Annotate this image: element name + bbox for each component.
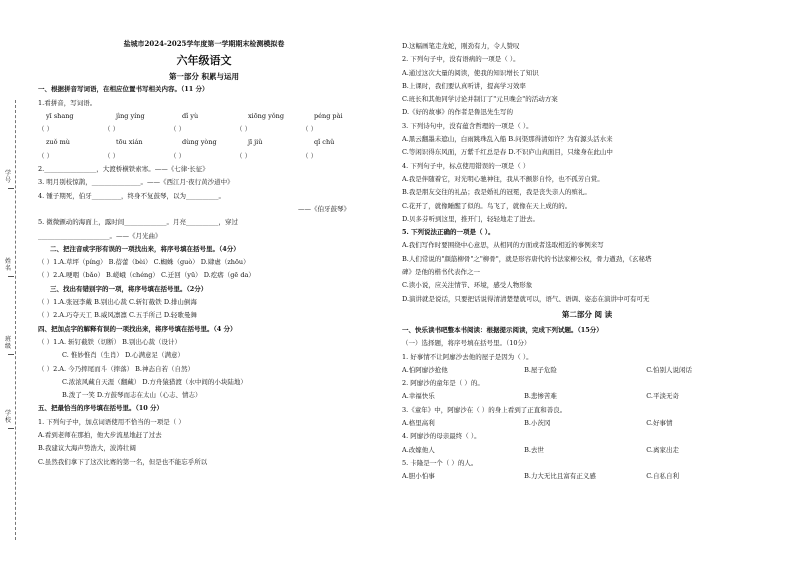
r-line: D.这幅画笔走龙蛇，刚劲有力，令人赞叹 (402, 42, 520, 50)
option: B.力大无比且富有正义感 (524, 472, 596, 481)
q4-line-2: C. 惟妙惟肖（生肖） D.心满意足（满意） (62, 351, 184, 360)
q1-3: 3. 明月别枝惊鹊，_______________。——《西江月·夜行黄沙道中》 (38, 178, 234, 187)
q3-heading: 三、找出有错别字的一项，将序号填在括号里。（2分） (50, 284, 208, 293)
pinyin-row-2 (38, 136, 370, 149)
r-line: 5. 下列说法正确的一项是（ ）。 (402, 228, 495, 237)
answer-blank[interactable]: （ ） (104, 151, 120, 160)
subject-title: 六年级语文 (176, 54, 232, 67)
q4-line-1: （ ）1.A. 斩钉截铁（切断） B.别出心裁（设计） (38, 337, 182, 346)
answer-blank[interactable]: （ ） (302, 151, 318, 160)
exam-title: 盐城市2024-2025学年度第一学期期末检测模拟卷 (123, 39, 285, 48)
option: B.屋子危险 (524, 365, 557, 374)
pinyin-row-1 (38, 110, 370, 123)
q1-heading: 一、根据拼音写词语，在相应位置书写相关内容。（11 分） (38, 85, 209, 94)
q1-5: 5. 微微颤动的海面上，露时间_____________。月亮__________，穿过 (38, 218, 239, 227)
s1-q5: 5. 卡隆是一个（ ）的人。 (402, 458, 478, 467)
r-line: A.我们写作时要围绕中心意思，从相同的方面或者选取相近的事例来写 (402, 241, 604, 250)
q5-line-1: 1. 下列句子中，加点词语使用不恰当的一项是（ ） (38, 417, 185, 426)
r-line: A.黑云翻墨未遮山，白雨跳珠乱入船 B.问渠那得清如许？为有源头活水来 (402, 135, 613, 144)
option: A.怕阿廖沙抢他 (402, 365, 448, 374)
s1-q1: 1. 好事情不让阿廖沙去他的屋子是因为（ ）。 (402, 352, 533, 361)
option: C.平淡无奇 (646, 392, 679, 401)
r-line: B.我是朋友交往的礼品；我是婚礼的冠冕，我是丧失亲人的殡礼。 (402, 188, 591, 197)
r-line: B.上课时，我们要认真听讲，提高学习效率 (402, 81, 526, 90)
q5-line-2: A.看到老师在那拍，他大步流星地赶了过去 (38, 431, 162, 440)
s1-q2: 2. 阿廖沙的童年是（ ）的。 (402, 379, 484, 388)
side-label-school: 学校 (4, 410, 11, 424)
option: A.胆小怕事 (402, 472, 435, 481)
answer-blanks-row-1 (38, 123, 370, 136)
option: B.悲惨苦难 (524, 392, 557, 401)
r-line: A.通过这次大量的阅读，使我的知识增长了知识 (402, 68, 539, 77)
s1-q4-options (402, 444, 772, 457)
side-underline (8, 188, 14, 189)
pinyin-item: tōu xián (116, 138, 143, 147)
answer-blank[interactable]: （ ） (302, 125, 318, 134)
side-underline (8, 354, 14, 355)
r-line: C.读小说，应关注情节、环境，感受人物形象 (402, 281, 533, 290)
r-line: B.人们常说的"颜筋柳骨"之"柳骨"，就是形容唐代的书法家柳公权，骨力遒劲，《玄秘塔 (402, 254, 652, 263)
q1-1: 1.看拼音，写词语。 (38, 98, 97, 107)
s1-q1-options (402, 364, 772, 377)
answer-blank[interactable]: （ ） (38, 125, 54, 134)
pinyin-item: dǐ yù (182, 111, 199, 120)
cut-line (15, 100, 16, 540)
q5-heading: 五、把最恰当的序号填在括号里。（10 分） (38, 404, 164, 413)
r-line: 4. 下列句子中，标点使用错误的一项是（ ） (402, 161, 530, 170)
q5-line-3: B.我建议大海声势浩大，波涛壮阔 (38, 444, 136, 453)
part1-heading: 第一部分 积累与运用 (168, 72, 240, 81)
s1-q4: 4. 阿廖沙的母亲最终（ ）。 (402, 432, 481, 441)
r-line: C.等闲识得东风面，万紫千红总是春 D.不识庐山真面目，只缘身在此山中 (402, 148, 613, 157)
q2-line-2: （ ）2.A.哽咽（bǎo） B.嵯峨（chéng） C.迁回（yū） D.疙瘩（gē da） (38, 271, 255, 280)
answer-blank[interactable]: （ ） (236, 151, 252, 160)
answer-blanks-row-2 (38, 150, 370, 163)
part2-heading: 第二部分 阅 读 (561, 309, 613, 319)
q3-line-1: （ ）1.A.张冠李戴 B.别出心裁 C.斩钉截铁 D.排山倒海 (38, 298, 197, 307)
pinyin-item: zuǒ mù (46, 138, 70, 147)
q1-5b: ______________________。——《月光曲》 (38, 231, 162, 240)
q1-2: 2.________________，大渡桥横铁索寒。——《七律·长征》 (38, 165, 209, 174)
r-line: D.贝多芬听到这里，推开门，轻轻地走了进去。 (402, 214, 540, 223)
r-line: D.《好的故事》的作者是鲁迅先生写的 (402, 108, 514, 117)
answer-blank[interactable]: （ ） (104, 125, 120, 134)
side-underline (8, 428, 14, 429)
q3-line-2: （ ）2.A.巧夺天工 B.威风凛凛 C.五手所己 D.轻歌曼舞 (38, 311, 197, 320)
option: C.离家出走 (646, 445, 679, 454)
q1-4: 4. 锺子期死，伯牙_________，终身不复鼓琴，以为__________。 (38, 191, 226, 200)
q4-heading: 四、把加点字的解释有误的一项找出来，将序号填在括号里。（4 分） (38, 324, 237, 333)
q4-line-3: （ ）2.A. 今乃摔尾而斗（摔落） B.神态自若（自然） (38, 364, 195, 373)
r-line: D.演讲就是说话，只要把话说得清清楚楚就可以，语气、语调、姿态在演讲中可有可无 (402, 294, 650, 303)
q2-heading: 二、把注音或字形有误的一项找出来，将序号填在括号里。（4分） (50, 244, 240, 253)
q1-4-source: ——《伯牙鼓琴》 (298, 204, 350, 213)
pinyin-item: qǐ chǔ (314, 138, 335, 147)
pinyin-item: yī shang (46, 111, 74, 120)
option: B.去世 (524, 445, 544, 454)
left-column (38, 36, 370, 469)
option: A.幸福快乐 (402, 392, 435, 401)
side-label-student-id: 学号 (4, 170, 11, 184)
s1-q5-options (402, 470, 772, 483)
answer-blank[interactable]: （ ） (236, 125, 252, 134)
right-column (402, 40, 772, 484)
pinyin-item: péng pài (314, 111, 343, 120)
s1-q3: 3.《童年》中，阿廖沙在（ ）的身上看到了正直和善良。 (402, 405, 567, 414)
side-label-name: 姓名 (4, 258, 11, 272)
option: C.自私自利 (646, 472, 679, 481)
pinyin-item: jìng yíng (116, 111, 145, 120)
pinyin-item: jī jiǔ (248, 138, 263, 147)
option: B.小茨冈 (524, 419, 551, 428)
r-line: C.班长和其他同学讨论并制订了"元旦晚会"的活动方案 (402, 95, 558, 104)
binding-margin (0, 100, 30, 540)
side-label-class: 班级 (4, 336, 11, 350)
option: C.怕别人说闲话 (646, 365, 692, 374)
side-underline (8, 276, 14, 277)
pinyin-item: dùng yòng (182, 138, 217, 147)
option: C.好事情 (646, 419, 673, 428)
r-line: 2. 下列句子中，没有语病的一项是（ ）。 (402, 55, 520, 64)
r-line: C.花开了，就像睡醒了似的。鸟飞了，就像在天上成的的。 (402, 201, 572, 210)
q4-line-5: B.泼了一笑 D.方鼓琴而志在太山（心志、情志） (62, 391, 202, 400)
option: A.格里高利 (402, 419, 435, 428)
s1-q3-options (402, 417, 772, 430)
r-line: A.我是伴随着它，对光明心驰神往，我从不颤影自怜，也不孤芳自赏。 (402, 174, 604, 183)
q2-line-1: （ ）1.A.草坪（píng） B.蓓蕾（bèi） C.蜘蛛（guò） D.肆虐（zhōu） (38, 258, 250, 267)
s1-subheading: （一）选择题，将序号填在括号里。（10分） (402, 339, 531, 348)
r-line: 3. 下列诗句中，没有蕴含哲理的一项是（ ）。 (402, 121, 533, 130)
answer-blank[interactable]: （ ） (38, 151, 54, 160)
answer-blank[interactable]: （ ） (170, 151, 186, 160)
r-line: 碑》是他的楷书代表作之一 (402, 268, 480, 277)
q4-line-4: C.浓浓风藏自天涯（翻藏） D.方舟猿猎渡（水中间的小块陆地） (62, 377, 247, 386)
answer-blank[interactable]: （ ） (170, 125, 186, 134)
s1-q2-options (402, 390, 772, 403)
s1-heading: 一、快乐读书吧整本书阅读：根据提示阅读，完成下列试题。（15分） (402, 325, 603, 334)
option: A.改嫁他人 (402, 445, 435, 454)
q5-line-4: C.虽然我们拿下了这次比赛的第一名，但是也不能忘乎所以 (38, 457, 208, 466)
pinyin-item: xiōng yǒng (248, 111, 285, 120)
